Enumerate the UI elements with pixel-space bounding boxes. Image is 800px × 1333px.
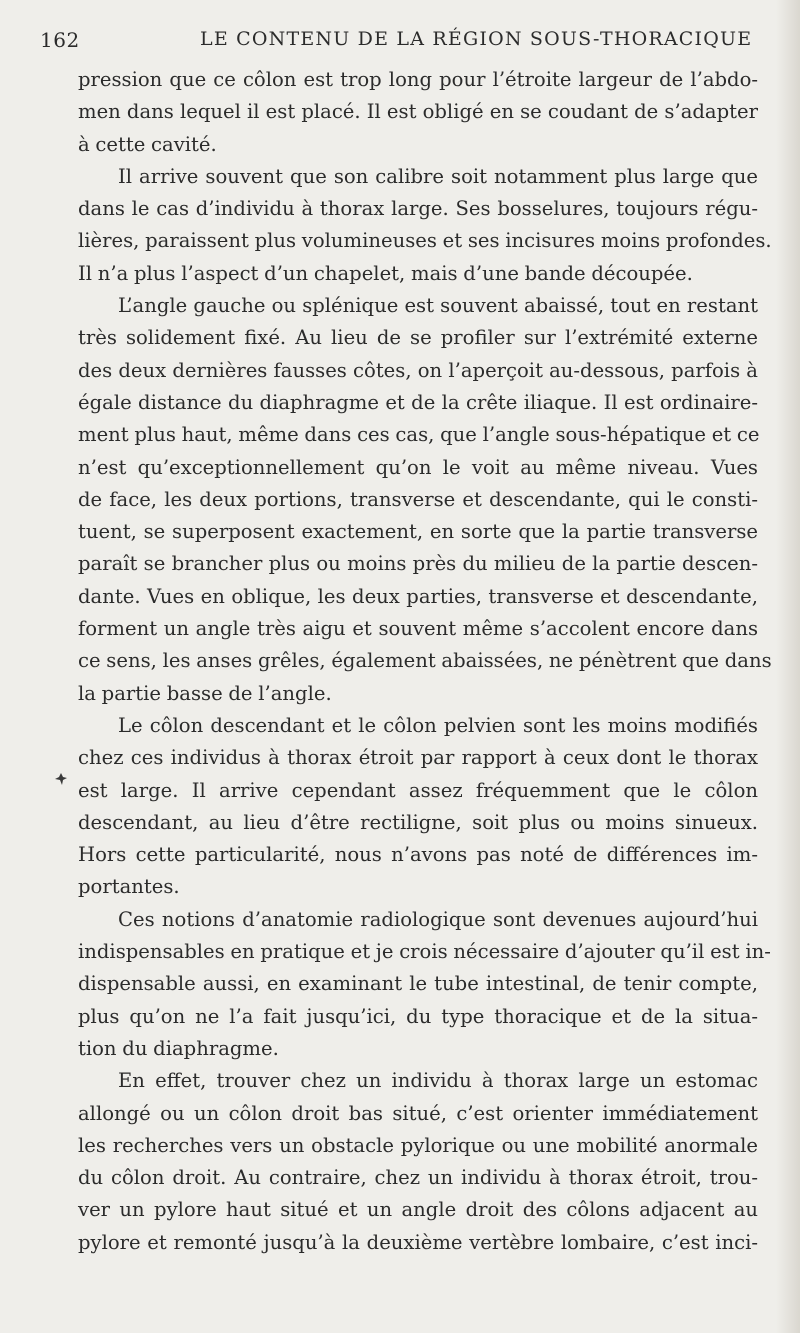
body-text	[78, 64, 772, 1259]
text-line: portantes.	[78, 875, 180, 899]
text-line: plus qu’on ne l’a fait jusqu’ici, du type thoracique et de la situa-	[78, 1004, 758, 1028]
text-line: pression que ce côlon est trop long pour l’étroite largeur de l’abdo-	[78, 68, 758, 91]
text-line: ver un pylore haut situé et un angle droit des côlons adjacent au	[78, 1198, 758, 1222]
text-line: du côlon droit. Au contraire, chez un individu à thorax étroit, trou-	[78, 1166, 758, 1190]
text-line: Il n’a plus l’aspect d’un chapelet, mais d’une bande découpée.	[78, 261, 693, 285]
text-line: les recherches vers un obstacle pylorique ou une mobilité anormale	[78, 1133, 758, 1157]
page-edge-shadow	[776, 0, 800, 1333]
text-line: des deux dernières fausses côtes, on l’aperçoit au-dessous, parfois à	[78, 358, 758, 382]
text-line: ment plus haut, même dans ces cas, que l’angle sous-hépatique et ce	[78, 423, 760, 447]
text-line: forment un angle très aigu et souvent même s’accolent encore dans	[78, 617, 758, 641]
text-line: ce sens, les anses grêles, également abaissées, ne pénètrent que dans	[78, 649, 772, 673]
running-head: LE CONTENU DE LA RÉGION SOUS-THORACIQUE	[200, 28, 753, 50]
text-line: En effet, trouver chez un individu à thorax large un estomac	[118, 1069, 758, 1093]
text-line: de face, les deux portions, transverse et descendante, qui le consti-	[78, 487, 758, 511]
page-header	[40, 22, 753, 58]
text-line: Ces notions d’anatomie radiologique sont devenues aujourd’hui	[118, 907, 758, 931]
text-line: à cette cavité.	[78, 132, 217, 156]
text-line: lières, paraissent plus volumineuses et ses incisures moins profondes.	[78, 229, 772, 253]
text-line: n’est qu’exceptionnellement qu’on le voit au même niveau. Vues	[78, 455, 758, 479]
text-line: est large. Il arrive cependant assez fréquemment que le côlon	[78, 778, 758, 802]
text-line: Hors cette particularité, nous n’avons pas noté de différences im-	[78, 843, 758, 867]
page-number: 162	[40, 28, 80, 52]
text-line: indispensables en pratique et je crois nécessaire d’ajouter qu’il est in-	[78, 940, 771, 964]
text-line: Il arrive souvent que son calibre soit notamment plus large que	[118, 164, 758, 188]
text-line: paraît se brancher plus ou moins près du milieu de la partie descen-	[78, 552, 758, 576]
text-line: pylore et remonté jusqu’à la deuxième vertèbre lombaire, c’est inci-	[78, 1230, 758, 1254]
text-line: dante. Vues en oblique, les deux parties, transverse et descendante,	[78, 584, 758, 608]
text-line: tion du diaphragme.	[78, 1036, 279, 1060]
text-line: chez ces individus à thorax étroit par rapport à ceux dont le thorax	[78, 746, 758, 770]
text-line: très solidement fixé. Au lieu de se profiler sur l’extrémité externe	[78, 326, 758, 350]
text-line: dispensable aussi, en examinant le tube intestinal, de tenir compte,	[78, 972, 758, 996]
text-line: allongé ou un côlon droit bas situé, c’est orienter immédiatement	[78, 1101, 758, 1125]
text-line: dans le cas d’individu à thorax large. Ses bosselures, toujours régu-	[78, 197, 758, 221]
text-line: Le côlon descendant et le côlon pelvien sont les moins modifiés	[118, 713, 758, 737]
margin-ink-mark-icon	[54, 772, 68, 786]
text-line: L’angle gauche ou splénique est souvent abaissé, tout en restant	[118, 294, 758, 318]
text-line: égale distance du diaphragme et de la crête iliaque. Il est ordinaire-	[78, 390, 758, 414]
text-line: tuent, se superposent exactement, en sorte que la partie transverse	[78, 520, 758, 544]
text-line: descendant, au lieu d’être rectiligne, soit plus ou moins sinueux.	[78, 810, 758, 834]
text-line: men dans lequel il est placé. Il est obligé en se coudant de s’adapter	[78, 100, 758, 124]
text-line: la partie basse de l’angle.	[78, 681, 332, 705]
